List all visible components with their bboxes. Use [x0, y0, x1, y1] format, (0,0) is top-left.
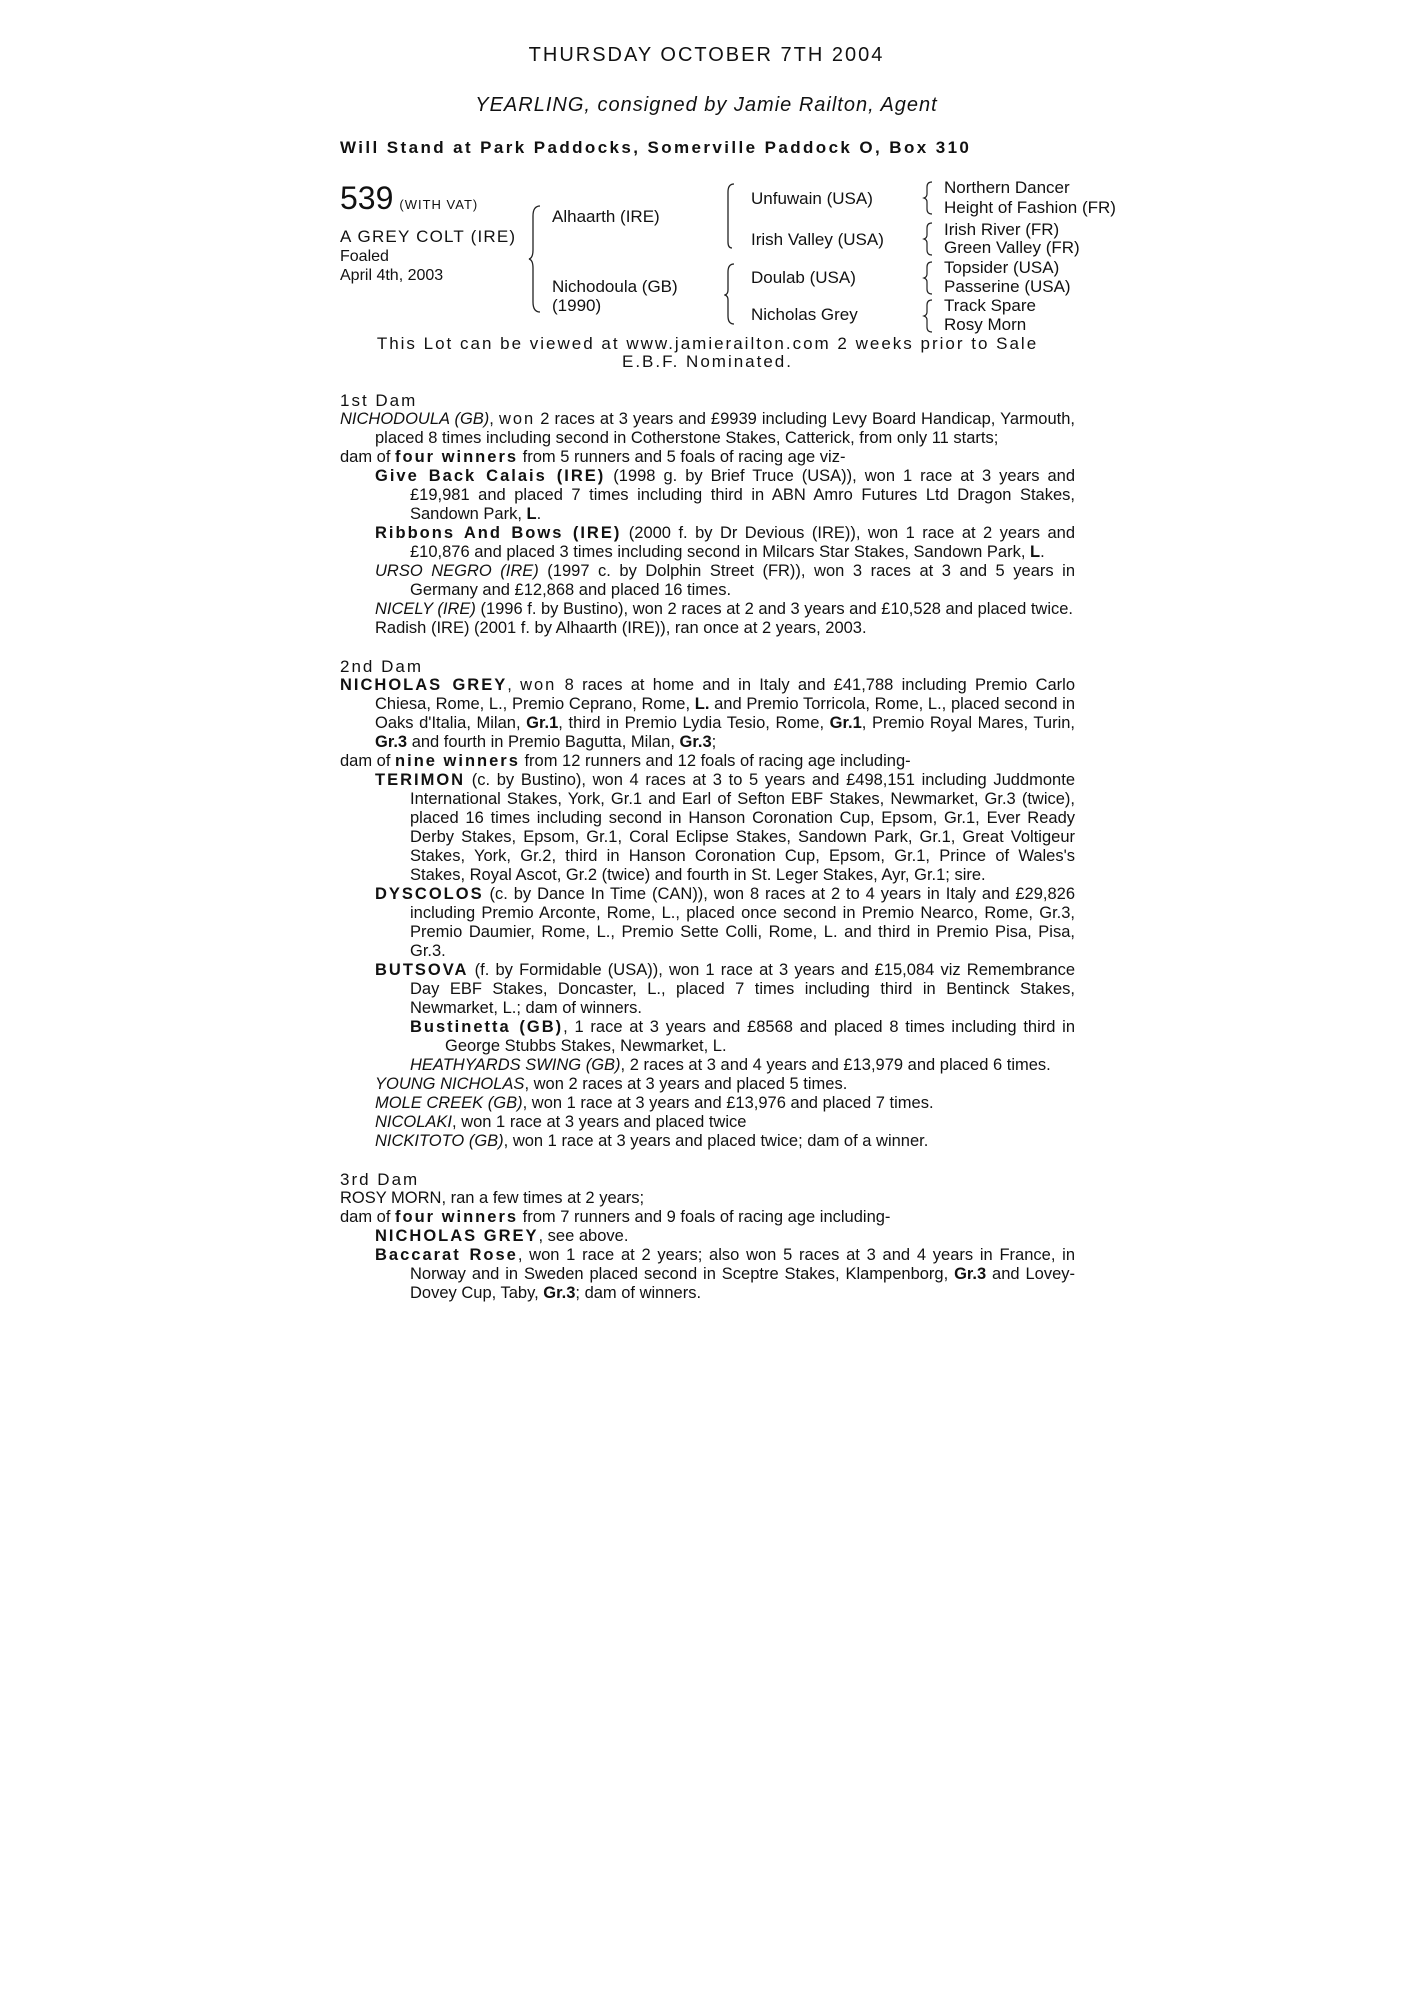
produce-bustinetta	[340, 1018, 1075, 1056]
text: dam of	[340, 1208, 396, 1226]
third-dam-heading: 3rd Dam	[340, 1170, 420, 1189]
pedigree-brace-gen3-4	[922, 298, 936, 334]
produce-name: NICKITOTO (GB)	[375, 1132, 504, 1150]
won-word: won	[498, 410, 536, 428]
group-mark: Gr.1	[829, 714, 862, 732]
lot-number: 539	[340, 180, 394, 216]
text: , won 2 races at 3 years and placed 5 times.	[524, 1075, 848, 1093]
pedigree-gen3-7: Track Spare	[944, 296, 1036, 315]
third-dam-produce-summary	[340, 1208, 1075, 1227]
second-dam-name: NICHOLAS GREY	[340, 676, 508, 694]
group-mark: Gr.3	[375, 733, 408, 751]
text: from 7 runners and 9 foals of racing age including-	[518, 1208, 891, 1226]
text: , 1 race at 3 years and £8568 and placed 8 times including third in George Stubbs Stakes, Newmarket, L.	[445, 1018, 1076, 1055]
group-mark: Gr.3	[679, 733, 712, 751]
produce-name: Give Back Calais (IRE)	[375, 467, 606, 485]
text: (c. by Bustino), won 4 races at 3 to 5 years and £498,151 including Juddmonte International Stakes, York, Gr.1 and Earl of Sefton EBF Stakes, Newmarket, Gr.3 (twice), placed 16 times including second in Hanson Coronation Cup, Epsom, Gr.1, Ever Ready Derby Stakes, Epsom, Gr.1, Coral Eclipse Stakes, Sandown Park, Gr.1, Great Voltigeur Stakes, York, Gr.2, third in Hanson Coronation Cup, Epsom, Gr.1, Prince of Wales's Stakes, Royal Ascot, Gr.2 (twice) and fourth in St. Leger Stakes, Ayr, Gr.1; sire.	[410, 771, 1075, 884]
text: (1996 f. by Bustino), won 2 races at 2 and 3 years and £10,528 and placed twice.	[475, 600, 1074, 618]
pedigree-brace-gen3-3	[922, 260, 936, 296]
produce-nicely	[340, 600, 1075, 619]
text: dam of	[340, 448, 396, 466]
first-dam-produce-summary	[340, 448, 1075, 467]
text: , Premio Royal Mares, Turin,	[861, 714, 1075, 732]
produce-nicolaki	[340, 1113, 1075, 1132]
first-dam-heading: 1st Dam	[340, 391, 418, 410]
produce-name: HEATHYARDS SWING (GB)	[410, 1056, 621, 1074]
produce-butsova	[340, 961, 1075, 1018]
pedigree-dam: Nichodoula (GB)	[552, 277, 678, 296]
text: ;	[711, 733, 717, 751]
pedigree-sire: Alhaarth (IRE)	[552, 207, 660, 226]
text: (c. by Dance In Time (CAN)), won 8 races at 2 to 4 years in Italy and £29,826 including Premio Arconte, Rome, L., placed once second in Premio Nearco, Rome, Gr.3, Premio Daumier, Rome, L., Premio Sette Colli, Rome, L. and third in Premio Pisa, Pisa, Gr.3.	[410, 885, 1075, 960]
produce-nicholas-grey	[340, 1227, 1075, 1246]
produce-name: Bustinetta (GB)	[410, 1018, 564, 1036]
group-mark: Gr.1	[526, 714, 559, 732]
produce-heathyards-swing	[340, 1056, 1075, 1075]
pedigree-brace-gen3-2	[922, 221, 936, 257]
produce-name: TERIMON	[375, 771, 466, 789]
pedigree-gen2-3: Doulab (USA)	[751, 268, 856, 287]
pedigree-gen3-3: Irish River (FR)	[944, 220, 1060, 239]
text: and Premio Torricola, Rome, L., placed second in Oaks d'Italia, Milan,	[375, 695, 1075, 732]
text: , won 1 race at 2 years; also won 5 races at 3 and 4 years in France, in Norway and in Sweden placed second in Sceptre Stakes, Klampenborg,	[410, 1246, 1075, 1283]
text: and fourth in Premio Bagutta, Milan,	[407, 733, 680, 751]
produce-dyscolos	[340, 885, 1075, 961]
text: , won 1 race at 3 years and £13,976 and placed 7 times.	[522, 1094, 934, 1112]
produce-ribbons-and-bows: Ribbons And Bows (IRE) (2000 f. by Dr Devious (IRE)), won 1 race at 2 years and £10,876 and placed 3 times including second in Milcars Star Stakes, Sandown Park, L.	[375, 524, 1075, 561]
pedigree-dam-year: (1990)	[552, 296, 602, 315]
produce-baccarat-rose	[340, 1246, 1075, 1303]
second-dam-produce-summary	[340, 752, 1075, 771]
pedigree-gen3-2: Height of Fashion (FR)	[944, 198, 1116, 217]
won-word: won	[520, 676, 557, 694]
pedigree-brace-gen2-top	[724, 182, 740, 252]
first-dam-paragraph	[340, 410, 1075, 448]
foaled-date: April 4th, 2003	[340, 267, 444, 284]
ebf-note: E.B.F. Nominated.	[621, 352, 793, 371]
produce-terimon	[340, 771, 1075, 885]
produce-name: MOLE CREEK (GB)	[375, 1094, 523, 1112]
text: 8 races at home and in Italy and £41,788 including Premio Carlo Chiesa, Rome, L., Premio Ceprano, Rome,	[375, 676, 1075, 713]
text: , third in Premio Lydia Tesio, Rome,	[558, 714, 830, 732]
produce-young-nicholas	[340, 1075, 1075, 1094]
text: , won 1 race at 3 years and placed twice; dam of a winner.	[503, 1132, 929, 1150]
pedigree-gen2-4: Nicholas Grey	[751, 305, 858, 324]
pedigree-brace-gen3-1	[922, 180, 936, 216]
pedigree-gen3-1: Northern Dancer	[944, 178, 1070, 197]
pedigree-gen3-5: Topsider (USA)	[944, 258, 1060, 277]
produce-name: DYSCOLOS	[375, 885, 484, 903]
text: (2000 f. by Dr Devious (IRE)), won 1 race at 2 years and £10,876 and placed 3 times including second in Milcars Star Stakes, Sandown Park,	[410, 524, 1075, 561]
group-mark: Gr.3	[543, 1284, 576, 1302]
produce-name: Baccarat Rose	[375, 1246, 518, 1264]
pedigree-gen3-6: Passerine (USA)	[944, 277, 1071, 296]
text: dam of	[340, 752, 396, 770]
text: from 5 runners and 5 foals of racing age viz-	[518, 448, 846, 466]
produce-give-back-calais: Give Back Calais (IRE) (1998 g. by Brief Truce (USA)), won 1 race at 3 years and £19,981 and placed 7 times including third in ABN Amro Futures Ltd Dragon Stakes, Sandown Park, L.	[375, 467, 1076, 523]
listed-mark: L	[1030, 543, 1041, 561]
text: , won 1 race at 3 years and placed twice	[452, 1113, 747, 1131]
sale-date: THURSDAY OCTOBER 7TH 2004	[528, 44, 885, 66]
text: from 12 runners and 12 foals of racing age including-	[519, 752, 911, 770]
text: and Lovey-Dovey Cup, Taby,	[410, 1265, 1075, 1302]
produce-name: Ribbons And Bows (IRE)	[375, 524, 622, 542]
pedigree-gen3-8: Rosy Morn	[944, 315, 1027, 334]
lot-description: A GREY COLT (IRE)	[340, 227, 517, 246]
winners-count: four winners	[395, 1208, 519, 1226]
text: (1997 c. by Dolphin Street (FR)), won 3 races at 3 and 5 years in Germany and £12,868 and placed 16 times.	[410, 562, 1076, 599]
vat-note: (WITH VAT)	[399, 197, 479, 212]
produce-name: BUTSOVA	[375, 961, 469, 979]
second-dam-paragraph: NICHOLAS GREY, won 8 races at home and in Italy and £41,788 including Premio Carlo Chiesa, Rome, L., Premio Ceprano, Rome, L. and Premio Torricola, Rome, L., placed second in Oaks d'Italia, Milan, Gr.1, third in Premio Lydia Tesio, Rome, Gr.1, Premio Royal Mares, Turin, Gr.3 and fourth in Premio Bagutta, Milan, Gr.3;	[340, 676, 1075, 751]
text: , 2 races at 3 and 4 years and £13,979 and placed 6 times.	[620, 1056, 1051, 1074]
pedigree-gen3-4: Green Valley (FR)	[944, 238, 1080, 257]
text: ; dam of winners.	[575, 1284, 702, 1302]
text: 2 races at 3 years and £9939 including Levy Board Handicap, Yarmouth, placed 8 times including second in Cotherstone Stakes, Catterick, from only 11 starts;	[375, 410, 1075, 447]
third-dam-line: ROSY MORN, ran a few times at 2 years;	[340, 1189, 645, 1207]
consignment-line: YEARLING, consigned by Jamie Railton, Agent	[475, 94, 938, 116]
produce-name: YOUNG NICHOLAS	[375, 1075, 525, 1093]
produce-name: NICHOLAS GREY	[375, 1227, 539, 1245]
pedigree-gen2-2: Irish Valley (USA)	[751, 230, 884, 249]
lot-number-row	[340, 180, 478, 217]
stand-location: Will Stand at Park Paddocks, Somerville Paddock O, Box 310	[340, 138, 972, 157]
listed-mark: L.	[694, 695, 710, 713]
produce-name: NICELY (IRE)	[375, 600, 476, 618]
text: (f. by Formidable (USA)), won 1 race at 3 years and £15,084 viz Remembrance Day EBF Stakes, Doncaster, L., placed 7 times including third in Bentinck Stakes, Newmarket, L.; dam of winners.	[410, 961, 1075, 1017]
text: (1998 g. by Brief Truce (USA)), won 1 race at 3 years and £19,981 and placed 7 times including third in ABN Amro Futures Ltd Dragon Stakes, Sandown Park,	[410, 467, 1076, 523]
winners-count: four winners	[395, 448, 519, 466]
group-mark: Gr.3	[954, 1265, 987, 1283]
produce-name: NICOLAKI	[375, 1113, 453, 1131]
foaled-label: Foaled	[340, 248, 389, 265]
pedigree-brace-gen1	[528, 204, 550, 314]
produce-radish: Radish (IRE) (2001 f. by Alhaarth (IRE)), ran once at 2 years, 2003.	[375, 619, 867, 637]
pedigree-gen2-1: Unfuwain (USA)	[751, 189, 873, 208]
text: , see above.	[538, 1227, 629, 1245]
second-dam-heading: 2nd Dam	[340, 657, 423, 676]
viewing-note: This Lot can be viewed at www.jamierailton.com 2 weeks prior to Sale	[376, 334, 1039, 353]
produce-mole-creek	[340, 1094, 1075, 1113]
pedigree-details	[340, 391, 1075, 1303]
produce-nickitoto	[340, 1132, 1075, 1151]
listed-mark: L	[526, 505, 537, 523]
produce-urso-negro	[340, 562, 1075, 600]
winners-count: nine winners	[395, 752, 520, 770]
text: ,	[489, 410, 499, 428]
first-dam-name: NICHODOULA (GB)	[340, 410, 490, 428]
pedigree-brace-gen2-bottom	[724, 262, 740, 326]
produce-name: URSO NEGRO (IRE)	[375, 562, 539, 580]
